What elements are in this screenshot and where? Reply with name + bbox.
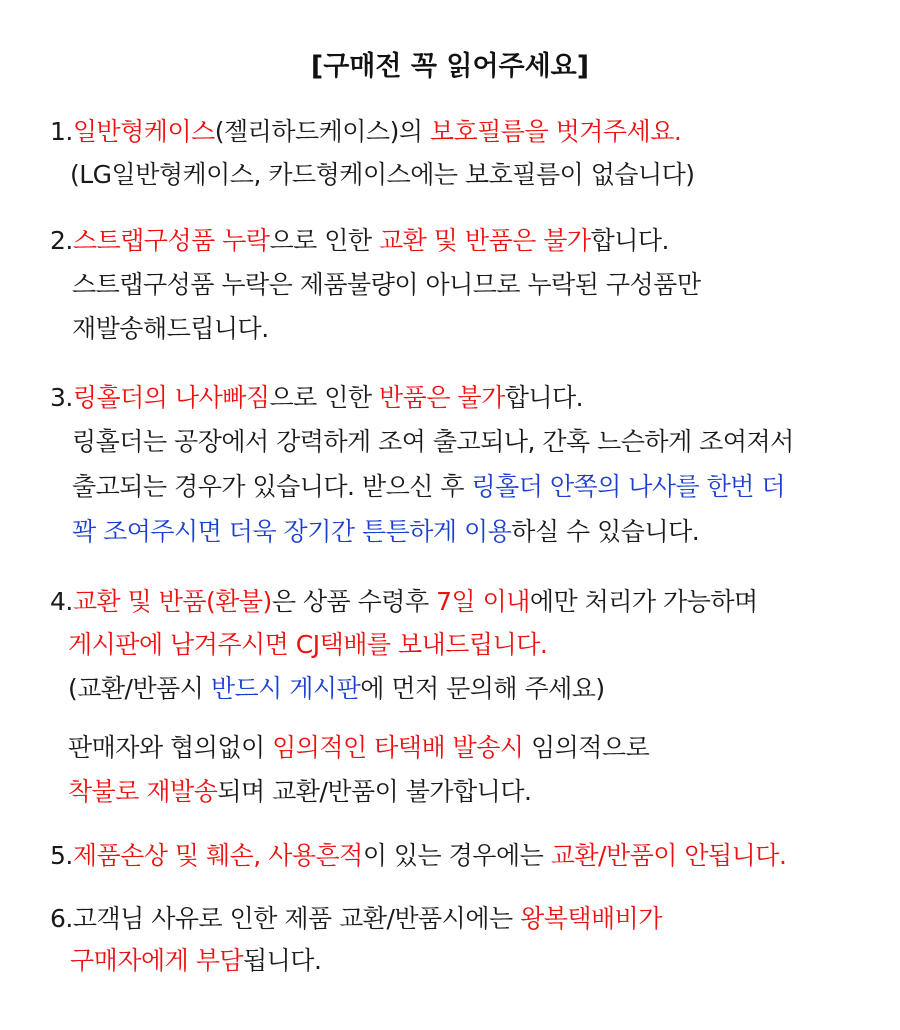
notice-highlight-red: 교환/반품이 안됩니다. bbox=[550, 841, 787, 870]
notice-text: 으로 인한 bbox=[269, 226, 380, 255]
notice-line bbox=[70, 157, 695, 193]
notice-text: (교환/반품시 bbox=[68, 674, 211, 703]
notice-highlight-red: 일반형케이스 bbox=[72, 117, 215, 146]
notice-line bbox=[50, 901, 662, 937]
notice-highlight-red: 착불로 재발송 bbox=[68, 777, 218, 806]
notice-line bbox=[72, 514, 699, 550]
notice-highlight-red: 교환 및 반품은 불가 bbox=[379, 226, 591, 255]
notice-text: 5. bbox=[50, 841, 73, 870]
notice-text: 1. bbox=[50, 117, 73, 146]
notice-highlight-blue: 반드시 게시판 bbox=[210, 674, 361, 703]
notice-line bbox=[70, 943, 321, 979]
notice-line bbox=[72, 311, 269, 347]
notice-line bbox=[72, 424, 794, 460]
notice-highlight-red: 7일 이내 bbox=[436, 587, 530, 616]
notice-line bbox=[68, 774, 531, 810]
notice-text: 4. bbox=[50, 587, 73, 616]
notice-text: 하실 수 있습니다. bbox=[511, 517, 700, 546]
notice-text: 에만 처리가 가능하며 bbox=[529, 587, 758, 616]
notice-text: 2. bbox=[50, 226, 73, 255]
notice-highlight-red: 보호필름을 벗겨주세요. bbox=[429, 117, 682, 146]
notice-text: 스트랩구성품 누락은 제품불량이 아니므로 누락된 구성품만 bbox=[72, 270, 701, 299]
notice-text: (LG일반형케이스, 카드형케이스에는 보호필름이 없습니다) bbox=[70, 160, 695, 189]
notice-text: 6.고객님 사유로 인한 제품 교환/반품시에는 bbox=[50, 904, 521, 933]
notice-line bbox=[50, 584, 758, 620]
notice-highlight-blue: 꽉 조여주시면 더욱 장기간 튼튼하게 이용 bbox=[72, 517, 512, 546]
notice-title: [구매전 꼭 읽어주세요] bbox=[310, 51, 590, 82]
notice-line bbox=[50, 114, 681, 150]
notice-text: 재발송해드립니다. bbox=[72, 314, 269, 343]
notice-line bbox=[72, 267, 701, 303]
notice-highlight-red: 제품손상 및 훼손, 사용흔적 bbox=[72, 841, 363, 870]
notice-highlight-red: 게시판에 남겨주시면 CJ택배를 보내드립니다. bbox=[68, 630, 548, 659]
notice-highlight-red: 왕복택배비가 bbox=[520, 904, 662, 933]
notice-line bbox=[68, 627, 547, 663]
notice-line bbox=[50, 380, 583, 416]
notice-highlight-red: 임의적인 타택배 발송시 bbox=[272, 733, 524, 762]
notice-highlight-blue: 링홀더 안쪽의 나사를 한번 더 bbox=[471, 472, 786, 501]
notice-text: 에 먼저 문의해 주세요) bbox=[360, 674, 605, 703]
notice-text: 3. bbox=[50, 383, 73, 412]
notice-text: 됩니다. bbox=[243, 946, 322, 975]
notice-text: 임의적으로 bbox=[523, 733, 650, 762]
notice-highlight-red: 교환 및 반품(환불) bbox=[72, 587, 272, 616]
notice-text: 으로 인한 bbox=[269, 383, 380, 412]
notice-text: 이 있는 경우에는 bbox=[362, 841, 551, 870]
notice-text: (젤리하드케이스)의 bbox=[214, 117, 430, 146]
notice-highlight-red: 반품은 불가 bbox=[379, 383, 505, 412]
notice-line bbox=[68, 671, 605, 707]
notice-text: 합니다. bbox=[504, 383, 584, 412]
notice-text: 출고되는 경우가 있습니다. 받으신 후 bbox=[72, 472, 472, 501]
notice-line bbox=[50, 838, 786, 874]
notice-highlight-red: 구매자에게 부담 bbox=[70, 946, 243, 975]
notice-line bbox=[68, 730, 649, 766]
notice-text: 판매자와 협의없이 bbox=[68, 733, 273, 762]
notice-text: 되며 교환/반품이 불가합니다. bbox=[217, 777, 532, 806]
notice-highlight-red: 스트랩구성품 누락 bbox=[72, 226, 270, 255]
notice-line bbox=[50, 223, 669, 259]
notice-text: 합니다. bbox=[590, 226, 669, 255]
notice-text: 은 상품 수령후 bbox=[271, 587, 437, 616]
notice-line bbox=[72, 469, 785, 505]
notice-text: 링홀더는 공장에서 강력하게 조여 출고되나, 간혹 느슨하게 조여져서 bbox=[72, 427, 794, 456]
notice-highlight-red: 링홀더의 나사빠짐 bbox=[72, 383, 270, 412]
